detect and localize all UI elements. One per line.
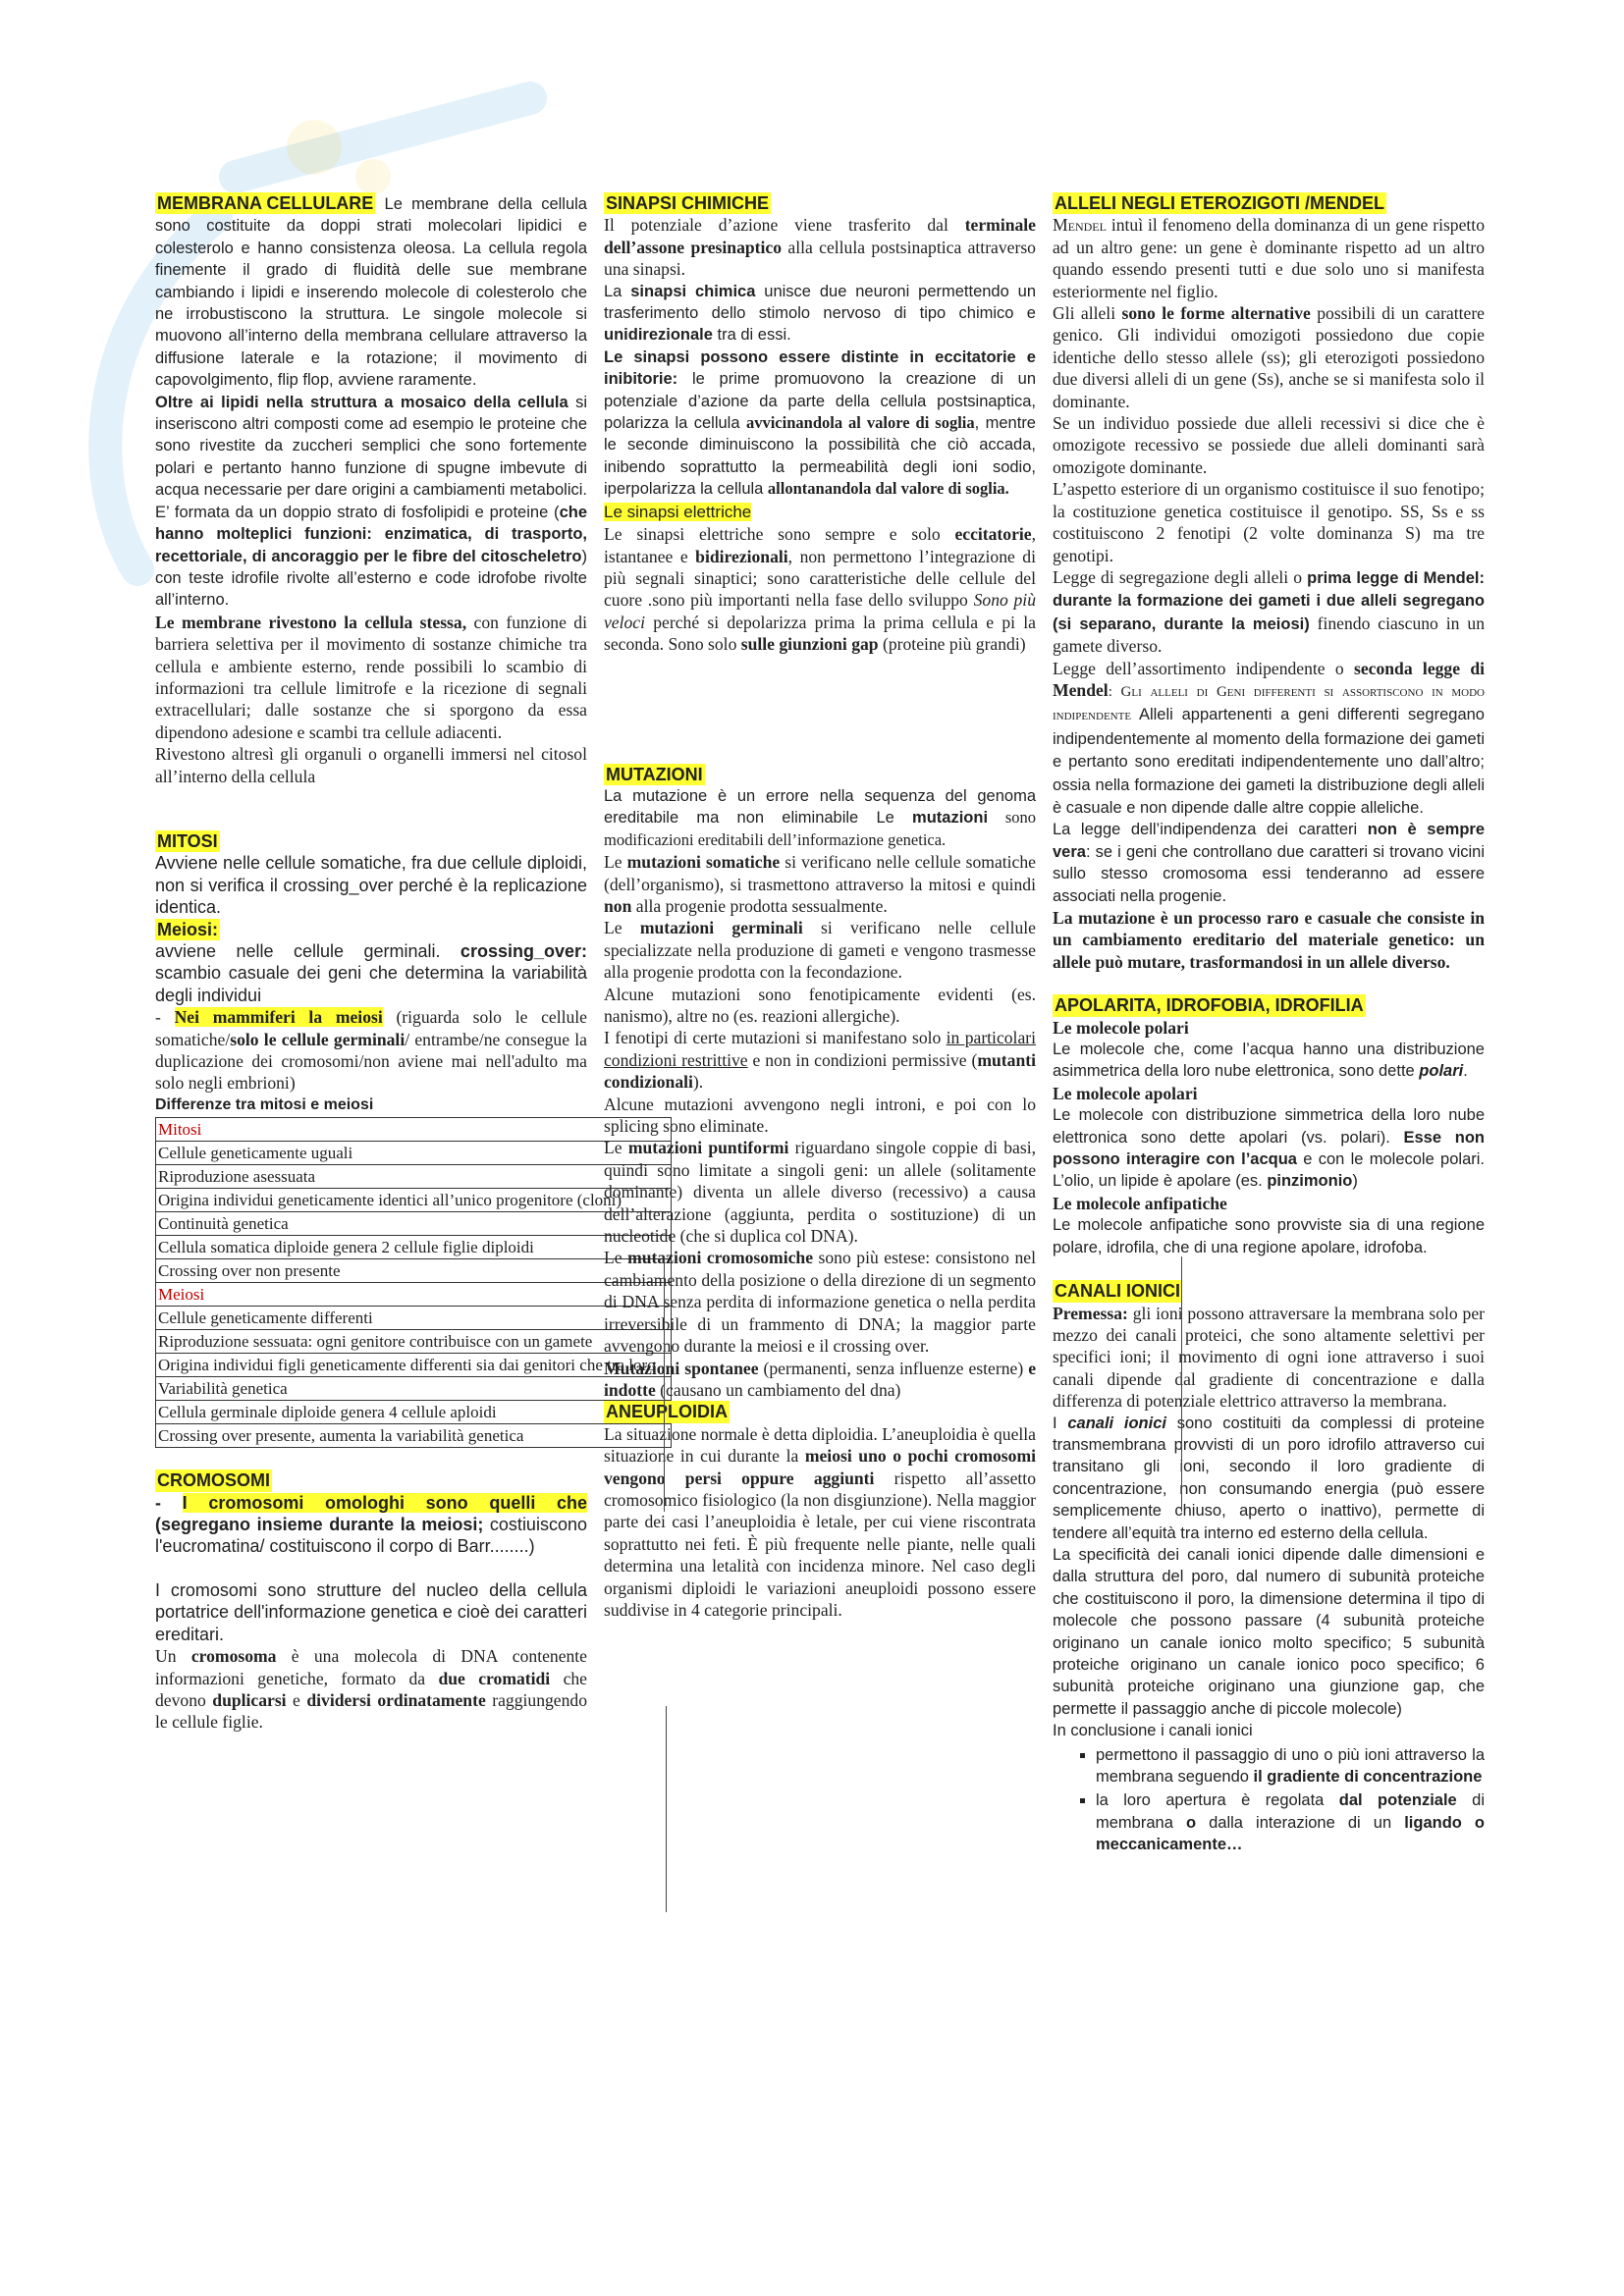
al-b2: prima legge di Mendel: durante la formazione dei gameti i due alleli segregano (si separano, durante la meiosi) — [1053, 568, 1486, 633]
polari-paragraph — [1053, 1039, 1485, 1083]
apolari-paragraph — [1053, 1104, 1485, 1193]
al-t2: Gli alleli — [1053, 303, 1122, 324]
mitosi-meiosi-table — [155, 1117, 672, 1448]
cromosomi-paragraph-1: I cromosomi sono strutture del nucleo della cellula portatrice dell'informazione genetica e cioè dei caratteri ereditari. — [155, 1579, 587, 1644]
canali-paragraph-3: La specificità dei canali ionici dipende dalle dimensioni e dalla struttura del poro, dal numero di subunità proteiche che costituiscono il poro, la dimensione determina il tipo di molecole che possono passare (4 subunità proteiche originano un canale ionico molto specifico; 5 subunità proteiche originano un canale ionico poco specifico; 6 subunità proteiche originano una giunzione gap, che permette il passaggio anche di piccole molecole) — [1053, 1545, 1485, 1718]
apolari-heading: Le molecole apolari — [1053, 1083, 1198, 1103]
cromosomi-highlight: I cromosomi omologhi sono quelli che — [182, 1492, 588, 1513]
cromosomi-text: costiuiscono l'eucromatina/ costituiscono il corpo di Barr........) — [155, 1515, 587, 1557]
s-t9: , istantanee e — [604, 524, 1036, 566]
mu-t14: sono più estese: consistono nel cambiamento della posizione o della direzione di un segmento di DNA senza perdita di informazione genetica o nella perdita irreversibile di un frammento di DNA; la maggior parte avvengono durante la meiosi e il crossing over. — [604, 1248, 1036, 1357]
mu-b6: mutazioni puntiformi — [627, 1138, 789, 1158]
al-t4: Legge di segregazione degli alleli o — [1053, 566, 1308, 587]
membrana-paragraph-1 — [155, 192, 587, 392]
al-sc1: Mendel — [1053, 215, 1107, 236]
s-t6: le prime promuovono la creazione di un potenziale d’azione da parte della cellula postsinaptica, polarizza la cellula — [604, 370, 1036, 433]
mutazioni-paragraph-6: Alcune mutazioni avvengono negli introni, e poi con lo splicing sono eliminate. — [604, 1094, 1036, 1137]
mu-t13: Le — [604, 1248, 628, 1268]
question-highlight: Nei mammiferi la meiosi — [174, 1007, 383, 1028]
s-b5: avvicinandola al valore di soglia — [745, 413, 975, 433]
mu-t15: (permanenti, senza influenze esterne) — [758, 1358, 1029, 1378]
meiosi-title: Meiosi: — [157, 919, 219, 939]
meiosi-text-2: scambio casuale dei geni che determina la variabilità degli individui — [155, 963, 587, 1005]
s-t4: unisce due neuroni permettendo un trasferimento dello stimolo nervoso di tipo chimico e — [604, 282, 1037, 323]
s-b8: bidirezionali — [695, 546, 788, 566]
mutazioni-paragraph-8 — [604, 1247, 1036, 1357]
mu-t4: si verificano nelle cellule somatiche (dell’organismo), si trasmettono attraverso la mitosi e quindi — [604, 852, 1036, 894]
alleli-heading-row — [1053, 192, 1485, 214]
mu-b9: e indotte — [604, 1358, 1037, 1400]
mu-t2: sono modificazioni ereditabili dell’informazione genetica. — [604, 808, 1036, 849]
ca-b6: ligando o meccanicamente… — [1096, 1813, 1486, 1854]
meiosi-text-1: avviene nelle cellule germinali. — [155, 941, 441, 961]
sinapsi-paragraph-4 — [604, 523, 1036, 655]
alleli-paragraph-6 — [1053, 658, 1485, 820]
table-cell: Cellule geneticamente uguali — [156, 1142, 672, 1165]
mutazioni-paragraph-3 — [604, 917, 1036, 983]
s-t12: (proteine più grandi) — [878, 634, 1026, 655]
sinapsi-paragraph-1 — [604, 214, 1036, 280]
list-item — [1096, 1744, 1485, 1789]
meiosi-heading-row — [155, 919, 587, 940]
an-t2: rispetto all’assetto cromosomico fisiologico (la non disgiunzione). Nella maggior parte dei casi l’aneuploidia è letale, per cui viene riscontrata soprattutto nei feti. È più frequente nelle piante, nelle quali determina una letalità con incidenza minore. Nel caso degli organismi diploidi le variazioni aneuploidi possono essere suddivise in 4 categorie principali. — [604, 1468, 1036, 1620]
elettriche-heading-row — [604, 501, 1036, 523]
s-t11: perché si depolarizza prima la prima cellula e pi la seconda. Sono solo — [604, 612, 1036, 655]
table-row — [156, 1118, 672, 1142]
table-cell: Continuità genetica — [156, 1212, 672, 1236]
membrana-bold-2: che hanno molteplici funzioni: enzimatica, di trasporto, recettoriale, di ancoraggio per le fibre del citoscheletro — [155, 503, 587, 565]
al-sc2: : Gli alleli di Geni differenti si assortiscono in modo indipendente — [1053, 683, 1485, 724]
alleli-paragraph-5 — [1053, 566, 1485, 658]
table-cell: Meiosi — [156, 1283, 672, 1307]
al-b4: non è sempre vera — [1053, 821, 1485, 861]
table-row — [156, 1377, 672, 1401]
ca-t7: dalla interazione di un — [1196, 1813, 1405, 1832]
membrana-text: Le membrane della cellula sono costituite da doppi strati molecolari lipidici e colesterolo e hanno consistenza oleosa. La cellula regola finemente il grado di fluidità delle sue membrane cambiando i lipidi e inserendo molecole di colesterolo che ne irrobustiscono la struttura. Le singole molecole si muovono all’interno della membrana cellulare attraverso la diffusione laterale e la rotazione; il movimento di capovolgimento, flip flop, avviene raramente. — [155, 195, 587, 390]
table-cell: Riproduzione asessuata — [156, 1165, 672, 1189]
mu-b5: mutanti condizionali — [604, 1049, 1036, 1093]
ap-t3: Le molecole con distribuzione simmetrica della loro nube elettronica sono dette apolari (vs. polari). — [1053, 1106, 1485, 1147]
ca-t1: gli ioni possono attraversare la membrana solo per mezzo dei canali proteici, che sono altamente selettivi per specifici ioni; il movimento di ogni ione attraverso i suoi canali dipende dal gradiente di concentrazione e dalla differenza di potenziale elettrico attraverso la membrana. — [1053, 1303, 1485, 1412]
mu-b7: mutazioni cromosomiche — [627, 1248, 813, 1268]
ca-b5: o — [1185, 1813, 1197, 1832]
sinapsi-title: SINAPSI CHIMICHE — [606, 193, 770, 213]
apolarita-title: APOLARITA, IDROFOBIA, IDROFILIA — [1055, 995, 1364, 1016]
table-cell: Riproduzione sessuata: ogni genitore contribuisce con un gamete — [156, 1330, 672, 1354]
meiosi-paragraph — [155, 940, 587, 1006]
s-t3: La — [604, 282, 631, 300]
mu-t12: riguardano singole coppie di basi, quindi sono limitate a singoli geni: un allele (solitamente dominante) diventa un allele diverso (recessivo) a causa dell’alterazione (aggiunta, perdita o sostituzione) di un nucleotide (che si duplica col DNA). — [604, 1138, 1036, 1247]
table-row — [156, 1354, 672, 1377]
cr-b3: duplicarsi — [212, 1689, 287, 1710]
cromosomi-question — [155, 1492, 587, 1558]
table-row — [156, 1212, 672, 1236]
s-b3: unidirezionale — [604, 326, 713, 345]
table-row — [156, 1401, 672, 1424]
column-3 — [1053, 192, 1485, 1858]
cromosomi-dash: - — [155, 1492, 183, 1513]
membrana-bold-3: Le membrane rivestono la cellula stessa, — [155, 612, 467, 632]
cr-b4: dividersi ordinatamente — [306, 1689, 486, 1710]
alleli-paragraph-8: La mutazione è un processo raro e casuale che consiste in un cambiamento ereditario del materiale genetico: un allele può mutare, trasformandosi in un allele diverso. — [1053, 908, 1485, 972]
anfipatiche-heading: Le molecole anfipatiche — [1053, 1193, 1227, 1213]
al-t9: : se i geni che controllano due caratteri si trovano vicini sullo stesso cromosoma essi tenderanno ad essere associati nella progenie. — [1053, 842, 1485, 905]
cromosomi-heading-row — [155, 1469, 587, 1491]
s-b6: allontanandola dal valore di soglia. — [767, 479, 1009, 499]
ca-t5: la loro apertura è regolata — [1096, 1791, 1339, 1810]
cr-t4: e — [286, 1689, 307, 1710]
membrana-title: MEMBRANA CELLULARE — [157, 193, 374, 213]
ca-b4: dal potenziale — [1338, 1791, 1457, 1810]
mitosi-heading-row — [155, 830, 587, 852]
cromosomi-title: CROMOSOMI — [157, 1470, 270, 1491]
table-row — [156, 1307, 672, 1330]
s-b2: sinapsi chimica — [630, 282, 756, 300]
s-b7: eccitatorie — [954, 524, 1032, 545]
question-text-2: / entrambe/ne consegue la duplicazione dei cromosomi/non aviene mai nell'adulto ma solo negli embrioni) — [155, 1029, 587, 1094]
mu-t7: si verificano nelle cellule specializzate nella produzione di gameti e vengono trasmesse alla progenie prodotta con la fecondazione. — [604, 918, 1036, 983]
table-row — [156, 1165, 672, 1189]
elettriche-title: Le sinapsi elettriche — [604, 502, 752, 521]
mu-t3: Le — [604, 852, 627, 873]
an-t1: La situazione normale è detta diploidia. L’aneuploidia è quella situazione in cui durante la — [604, 1423, 1036, 1467]
s-i1: Sono più veloci — [604, 590, 1036, 632]
al-t8: La legge dell’indipendenza dei caratteri — [1053, 821, 1368, 839]
question-dash: - — [155, 1007, 175, 1028]
ap-b2: Esse non possono interagire con l’acqua — [1053, 1128, 1485, 1169]
cr-t5: raggiungendo le cellule figlie. — [155, 1689, 587, 1733]
mu-b8: Mutazioni spontanee — [604, 1358, 759, 1378]
table-row — [156, 1283, 672, 1307]
canali-paragraph-4: In conclusione i canali ionici — [1053, 1722, 1253, 1740]
membrana-paragraph-4: Rivestono altresì gli organuli o organelli immersi nel citosol all’interno della cellula — [155, 744, 587, 786]
mutazioni-paragraph-9 — [604, 1358, 1036, 1402]
column-2 — [604, 192, 1036, 1621]
mutazioni-paragraph-1 — [604, 785, 1036, 851]
cr-b1: cromosoma — [190, 1646, 277, 1667]
mutazioni-paragraph-4: Alcune mutazioni sono fenotipicamente evidenti (es. nanismo), altre no (es. reazioni allergiche). — [604, 984, 1036, 1026]
mutazioni-title: MUTAZIONI — [606, 764, 703, 784]
membrana-bold-1: Oltre ai lipidi nella struttura a mosaico della cellula — [155, 393, 568, 411]
membrana-text-4: con funzione di barriera selettiva per il movimento di sostanze chimiche tra cellula e ambiente esterno, rende possibili lo scambio di informazioni tra cellule limitrofe e la ricezione di segnali extracellulari; dalle sostanze che si sporgono da essa dipendono adesione e scambi tra cellule adiacenti. — [155, 612, 587, 742]
canali-list — [1053, 1744, 1485, 1856]
al-t3: possibili di un carattere genico. Gli individui omozigoti possiedono due copie identiche dello stesso allele (ss); gli eterozigoti possiedono due diversi alleli di un gene (Ss), anche se si manifesta solo il dominante. — [1053, 303, 1485, 411]
mitosi-title: MITOSI — [157, 830, 218, 851]
ca-b1: Premessa: — [1053, 1303, 1128, 1323]
table-cell: Variabilità genetica — [156, 1377, 672, 1401]
alleli-paragraph-3: Se un individuo possiede due alleli recessivi si dice che è omozigote recessivo se possiede due alleli dominanti sarà omozigote dominante. — [1053, 413, 1485, 477]
mu-t6: Le — [604, 918, 640, 938]
mutazioni-paragraph-5 — [604, 1027, 1036, 1093]
cr-t1: Un — [155, 1646, 191, 1667]
cr-b2: due cromatidi — [438, 1668, 551, 1688]
table-cell: Mitosi — [156, 1118, 672, 1142]
mu-t9: e non in condizioni permissive ( — [747, 1049, 978, 1070]
sinapsi-paragraph-2 — [604, 281, 1036, 347]
mu-t5: alla progenie prodotta sessualmente. — [631, 895, 888, 916]
table-cell: Crossing over non presente — [156, 1259, 672, 1283]
s-b1: terminale dell’assone presinaptico — [604, 215, 1036, 257]
membrana-paragraph-3 — [155, 612, 587, 743]
membrana-paragraph-2 — [155, 392, 587, 612]
table-row — [156, 1236, 672, 1259]
ca-t4: permettono il passaggio di uno o più ioni attraverso la membrana seguendo — [1096, 1745, 1485, 1787]
mu-b4: mutazioni germinali — [639, 918, 803, 938]
ca-t2: I — [1053, 1414, 1068, 1432]
mu-t11: Le — [604, 1138, 628, 1158]
meiosi-bold: crossing_over: — [440, 941, 587, 961]
ap-t2: . — [1463, 1062, 1468, 1081]
canali-paragraph-2 — [1053, 1413, 1485, 1544]
s-b9: sulle giunzioni gap — [740, 634, 879, 655]
membrana-text-2: si inseriscono altri composti come ad esempio le proteine che sono rivestite da zuccheri semplici che sono fortemente polari e pertanto hanno funzione di spugne imbevute di acqua necessarie per dare origini a cambiamenti metabolici. E’ formata da un doppio strato di fosfolipidi e proteine ( — [155, 393, 587, 521]
mu-t16: (causano un cambiamento del dna) — [655, 1379, 901, 1400]
al-t7: Alleli appartenenti a geni differenti segregano indipendentemente al momento della formazione dei gameti e pertanto sono ereditati indipendentemente uno dall’altro; ossia nella formazione dei gameti la distribuzione degli alleli è casuale e non dipende dalle altre coppie alleliche. — [1053, 706, 1485, 817]
s-t1: Il potenziale d’azione viene trasferito dal — [604, 215, 965, 236]
s-t10: , non permettono l’integrazione di più segnali sinaptici; sono caratteristiche delle cellule del cuore .sono più importanti nella fase dello sviluppo — [604, 546, 1036, 611]
ca-t3: sono costituiti da complessi di proteine transmembrana provvisti di un poro idrofilo attraverso cui transitano gli ioni, secondo il loro gradiente di concentrazione, non consumando energia (può essere semplicemente chiuso, aperto o inattivo), permette di tendere all’equità tra interno ed esterno della cellula. — [1053, 1414, 1486, 1542]
mutazioni-heading-row — [604, 764, 1036, 785]
table-cell: Origina individui geneticamente identici all’unico progenitore (cloni) — [156, 1189, 672, 1212]
ca-b2: canali ionici — [1067, 1414, 1166, 1432]
mutazioni-paragraph-7 — [604, 1137, 1036, 1247]
table-row — [156, 1330, 672, 1354]
table-row — [156, 1142, 672, 1165]
mu-t1: La mutazione è un errore nella sequenza del genoma ereditabile ma non eliminabile Le — [604, 786, 1036, 828]
mu-u1: in particolari condizioni restrittive — [604, 1028, 1036, 1070]
cr-t3: che devono — [155, 1668, 587, 1710]
ca-b3: il gradiente di concentrazione — [1253, 1768, 1483, 1787]
aneuploidia-paragraph — [604, 1423, 1036, 1622]
table-cell: Cellula somatica diploide genera 2 cellule figlie diploidi — [156, 1236, 672, 1259]
table-row — [156, 1259, 672, 1283]
al-t5: finendo ciascuno in un gamete diverso. — [1053, 613, 1485, 657]
sinapsi-heading-row — [604, 192, 1036, 214]
mu-t10: ). — [692, 1072, 704, 1093]
alleli-paragraph-7 — [1053, 819, 1485, 907]
alleli-paragraph-2 — [1053, 302, 1485, 412]
table-cell: Cellule geneticamente differenti — [156, 1307, 672, 1330]
polari-heading: Le molecole polari — [1053, 1017, 1189, 1038]
mutazioni-paragraph-2 — [604, 851, 1036, 917]
meiosi-question — [155, 1006, 587, 1095]
table-row — [156, 1189, 672, 1212]
mitosi-paragraph: Avviene nelle cellule somatiche, fra due cellule diploidi, non si verifica il crossing_over perché è la replicazione identica. — [155, 853, 587, 918]
canali-paragraph-1 — [1053, 1303, 1485, 1413]
question-bold: solo le cellule germinali — [230, 1029, 406, 1049]
aneuploidia-heading-row — [604, 1401, 1036, 1422]
stray-border-bottom — [155, 1706, 667, 1912]
alleli-paragraph-4: L’aspetto esteriore di un organismo costituisce il suo fenotipo; la costituzione genetica costituisce il genotipo. SS, Ss e ss costituiscono 2 fenotipi (2 volte dominanza S) ma tre genotipi. — [1053, 479, 1485, 565]
an-b1: meiosi uno o pochi cromosomi vengono persi oppure aggiunti — [604, 1446, 1036, 1488]
canali-title: CANALI IONICI — [1055, 1281, 1180, 1302]
al-b3: seconda legge di Mendel — [1053, 658, 1486, 700]
al-t6: Legge dell’assortimento indipendente o — [1053, 658, 1354, 678]
s-t7: , mentre le seconde diminuiscono la possibilità che ciò accada, inibendo soprattutto la permeabilità degli ioni sodio, iperpolarizza la cellula — [604, 414, 1036, 499]
question-text-1: (riguarda solo le cellule somatiche/ — [155, 1007, 587, 1049]
al-b1: sono le forme alternative — [1121, 303, 1311, 324]
table-cell: Crossing over presente, aumenta la variabilità genetica — [156, 1424, 672, 1448]
list-item — [1096, 1789, 1485, 1855]
al-t1: intuì il fenomeno della dominanza di un gene rispetto ad un altro gene: un gene è dominante rispetto ad un altro quando essendo presenti tutti e due solo uno si manifesta esteriormente nel figlio. — [1053, 215, 1485, 301]
mu-t8: I fenotipi di certe mutazioni si manifestano solo — [604, 1028, 947, 1048]
ap-b3: pinzimonio — [1267, 1172, 1353, 1191]
table-title: Differenze tra mitosi e meiosi — [155, 1095, 374, 1113]
cromosomi-paragraph-2 — [155, 1645, 587, 1734]
ap-t5: ) — [1352, 1172, 1358, 1191]
ap-t4: e con le molecole polari. L’olio, un lipide è apolare (es. — [1053, 1150, 1485, 1191]
cromosomi-bold: (segregano insieme durante la meiosi; — [155, 1515, 484, 1535]
membrana-text-3: ) con teste idrofile rivolte all’esterno e code idrofobe rivolte all’interno. — [155, 547, 587, 610]
mu-b1: mutazioni — [912, 809, 989, 828]
cr-t2: è una molecola di DNA contenente informazioni genetiche, formato da — [155, 1646, 587, 1688]
apolarita-heading-row — [1053, 994, 1485, 1016]
ap-b1: polari — [1419, 1062, 1464, 1081]
alleli-paragraph-1 — [1053, 214, 1485, 302]
ca-t6: di membrana — [1096, 1791, 1485, 1832]
s-t2: alla cellula postsinaptica attraverso una sinapsi. — [604, 237, 1036, 280]
mu-b3: non — [604, 895, 632, 916]
canali-heading-row — [1053, 1280, 1485, 1302]
table-row — [156, 1424, 672, 1448]
sinapsi-paragraph-3 — [604, 347, 1036, 501]
table-cell: Origina individui figli geneticamente differenti sia dai genitori che tra loro — [156, 1354, 672, 1377]
table-cell: Cellula germinale diploide genera 4 cellule aploidi — [156, 1401, 672, 1424]
aneuploidia-title: ANEUPLOIDIA — [606, 1402, 729, 1422]
mu-b2: mutazioni somatiche — [626, 852, 781, 873]
s-b4: Le sinapsi possono essere distinte in eccitatorie e inibitorie: — [604, 347, 1036, 389]
alleli-title: ALLELI NEGLI ETEROZIGOTI /MENDEL — [1055, 193, 1384, 213]
s-t5: tra di essi. — [712, 326, 791, 345]
anfipatiche-paragraph: Le molecole anfipatiche sono provviste sia di una regione polare, idrofila, che di una regione apolare, idrofoba. — [1053, 1216, 1485, 1256]
s-t8: Le sinapsi elettriche sono sempre e solo — [604, 524, 955, 545]
ap-t1: Le molecole che, come l’acqua hanno una distribuzione asimmetrica della loro nube elettronica, sono dette — [1053, 1041, 1485, 1081]
